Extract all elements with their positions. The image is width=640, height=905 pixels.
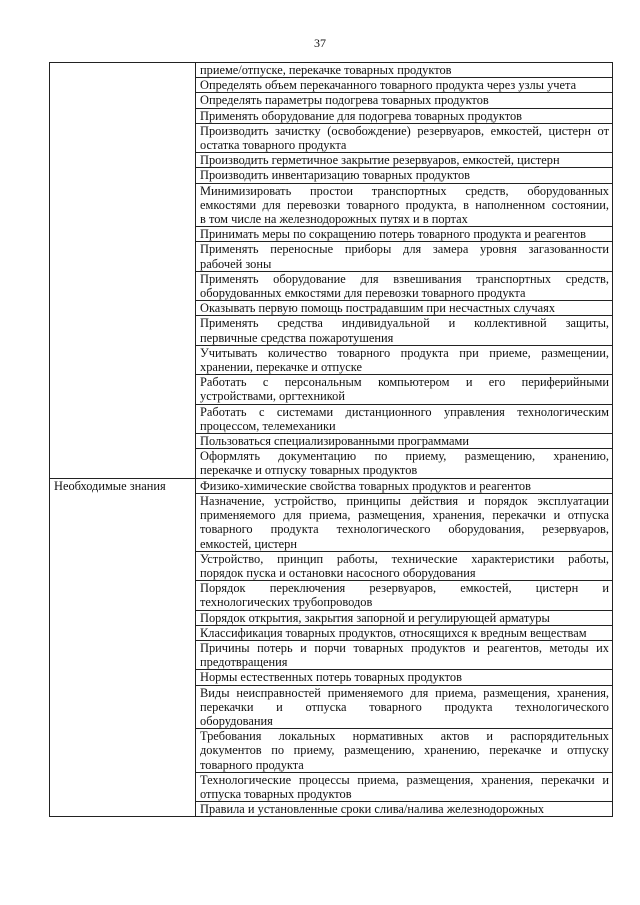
knowledge-item (196, 581, 613, 610)
knowledge-item (196, 493, 613, 551)
table-cell-line: Технологические процессы приема, размещения, хранения, перекачки и (200, 772, 609, 787)
table-cell-line: устройствами, оргтехникой (200, 389, 345, 404)
table-cell-line: Работать с персональным компьютером и его периферийными (200, 375, 609, 390)
knowledge-item (196, 772, 613, 801)
table-cell-line: Назначение, устройство, принципы действия и порядок эксплуатации (200, 493, 609, 508)
table-cell-line: в том числе на железнодорожных путях и в портах (200, 212, 468, 227)
table-cell-line: предотвращения (200, 655, 288, 670)
table-cell-line: порядок пуска и остановки насосного оборудования (200, 565, 476, 580)
table-cell-line: Причины потерь и порчи товарных продуктов и реагентов, методы их (200, 640, 609, 655)
skill-item: Принимать меры по сокращению потерь товарного продукта и реагентов (196, 227, 613, 242)
skill-item: Производить герметичное закрытие резервуаров, емкостей, цистерн (196, 153, 613, 168)
table-cell-line: Оформлять документацию по приему, размещению, хранению, (200, 449, 609, 464)
skill-item (196, 123, 613, 152)
table-cell-line: Применять средства индивидуальной и коллективной защиты, (200, 316, 609, 331)
skill-item: Пользоваться специализированными программами (196, 434, 613, 449)
table-cell-line: емкостями для перевозки товарного продукта, в наполненном состоянии, (200, 197, 609, 212)
table-cell-line: процессом, телемеханики (200, 418, 336, 433)
knowledge-item (196, 685, 613, 729)
table-cell-line: Применять переносные приборы для замера уровня загазованности (200, 242, 609, 257)
table-row (50, 478, 613, 493)
knowledge-item (196, 551, 613, 580)
skill-item: приеме/отпуске, перекачке товарных продуктов (196, 63, 613, 78)
knowledge-item: Физико-химические свойства товарных продуктов и реагентов (196, 478, 613, 493)
table-cell-line: Производить зачистку (освобождение) резервуаров, емкостей, цистерн от (200, 123, 609, 138)
skill-item (196, 183, 613, 227)
table-cell-line: оборудованных емкостями для перевозки товарного продукта (200, 286, 526, 301)
table-cell-line: применяемого для приема, размещения, хранения, перекачки и отпуска (200, 508, 609, 523)
skill-item (196, 449, 613, 478)
table-cell-line: технологических трубопроводов (200, 595, 373, 610)
skill-item (196, 242, 613, 271)
table-cell-line: оборудования (200, 713, 273, 728)
table-cell-line: Применять оборудование для взвешивания транспортных средств, (200, 271, 609, 286)
table-row (50, 63, 613, 78)
table-cell-line: емкостей, цистерн (200, 536, 297, 551)
skill-item: Производить инвентаризацию товарных продуктов (196, 168, 613, 183)
skill-item: Оказывать первую помощь пострадавшим при несчастных случаях (196, 301, 613, 316)
table-cell-line: первичные средства пожаротушения (200, 330, 394, 345)
table-cell-line: остатка товарного продукта (200, 138, 347, 153)
table-cell-line: документов по приему, размещению, хранению, перекачке и отпуску (200, 743, 609, 758)
skill-item (196, 375, 613, 404)
knowledge-item: Порядок открытия, закрытия запорной и регулирующей арматуры (196, 610, 613, 625)
requirements-table-body (50, 63, 613, 817)
skill-item (196, 316, 613, 345)
skill-item (196, 271, 613, 300)
skill-item (196, 345, 613, 374)
knowledge-item: Правила и установленные сроки слива/налива железнодорожных (196, 802, 613, 817)
skill-item: Определять параметры подогрева товарных продуктов (196, 93, 613, 108)
table-cell-line: перекачке и отпуску товарных продуктов (200, 463, 418, 478)
table-cell-line: рабочей зоны (200, 256, 272, 271)
table-cell-line: хранении, перекачке и отпуске (200, 360, 363, 375)
table-cell-line: перекачки и отпуска товарного продукта технологического (200, 699, 609, 714)
table-cell-line: товарного продукта технологического оборудования, резервуаров, (200, 522, 609, 537)
table-cell-line: Требования локальных нормативных актов и распорядительных (200, 729, 609, 744)
knowledge-label-cell: Необходимые знания (50, 478, 196, 817)
knowledge-item (196, 640, 613, 669)
skill-item: Применять оборудование для подогрева товарных продуктов (196, 108, 613, 123)
table-cell-line: Устройство, принцип работы, технические характеристики работы, (200, 551, 609, 566)
requirements-table (49, 62, 613, 817)
skill-item (196, 404, 613, 433)
skills-label-cell (50, 63, 196, 479)
skill-item: Определять объем перекачанного товарного продукта через узлы учета (196, 78, 613, 93)
table-cell-line: отпуска товарных продуктов (200, 786, 352, 801)
table-cell-line: Минимизировать простои транспортных средств, оборудованных (200, 183, 609, 198)
table-cell-line: Виды неисправностей применяемого для приема, размещения, хранения, (200, 685, 609, 700)
table-cell-line: товарного продукта (200, 757, 304, 772)
table-cell-line: Работать с системами дистанционного управления технологическим (200, 404, 609, 419)
table-cell-line: Учитывать количество товарного продукта при приеме, размещении, (200, 345, 609, 360)
knowledge-item (196, 729, 613, 773)
knowledge-item: Классификация товарных продуктов, относящихся к вредным веществам (196, 625, 613, 640)
knowledge-item: Нормы естественных потерь товарных продуктов (196, 670, 613, 685)
page-number: 37 (314, 36, 326, 50)
table-cell-line: Порядок переключения резервуаров, емкостей, цистерн и (200, 581, 609, 596)
